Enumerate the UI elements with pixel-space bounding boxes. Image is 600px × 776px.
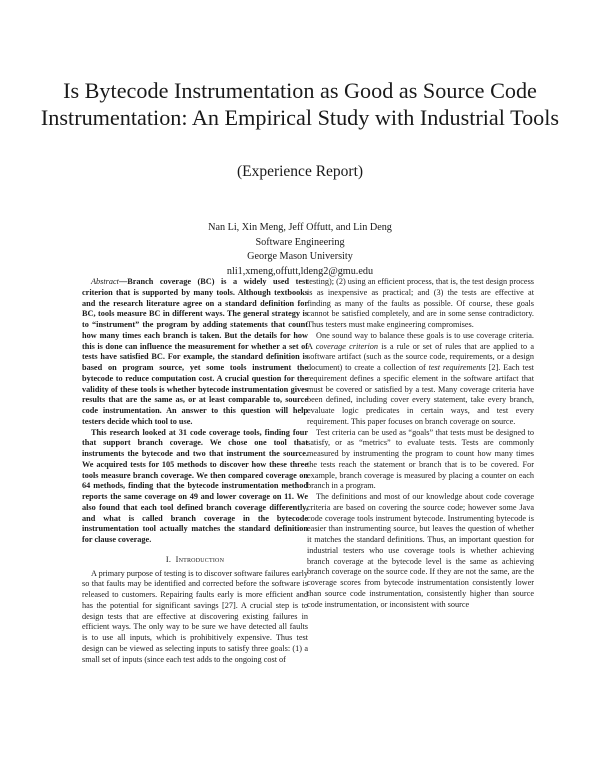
left-column — [82, 277, 308, 665]
term-coverage-criterion: coverage criterion — [315, 341, 378, 351]
abstract-text-1: —Branch coverage (BC) is a widely used test criterion that is supported by many tools. Although textbooks and the research literature agree on a standard definition for BC, tools measure BC in different ways. The general strategy is to “instrument” the program by adding statements that count how many times each branch is taken. But the details for how this is done can influence the measurement for whether a set of tests have satisfied BC. For example, the standard definition is based on program source, yet some tools instrument the bytecode to reduce computation cost. A crucial question for the validity of these tools is whether bytecode instrumentation gives results that are the same as, or at least comparable to, source code instrumentation. An answer to this question will help testers decide which tool to use. — [82, 277, 308, 426]
author-block — [150, 221, 450, 279]
paper-title: Is Bytecode Instrumentation as Good as Source Code Instrumentation: An Empirical Study with Industrial Tools — [40, 78, 560, 130]
intro-p2-part-c: [2]. Each test requirement defines a specific element in the software artifact that must be covered or satisfied by a test. Many coverage criteria have been defined, including cover every statement, take every branch, evaluate logic predicates in certain ways, and test every requirement. This paper focuses on branch coverage on source. — [307, 363, 534, 426]
intro-paragraph-1-continued: testing); (2) using an efficient process, that is, the test design process is as inexpensive as practical; and (3) the tests are effective at finding as many of the faults as possible. Of course, these goals cannot be satisfied completely, and are in some sense contradictory. Thus testers must make engineering compromises. — [307, 277, 534, 329]
intro-paragraph-3: Test criteria can be used as “goals” that tests must be designed to satisfy, or as “metrics” to evaluate tests. Tests are commonly measured by instrumenting the program to count how many times the tests reach the statement or branch that is to be covered. For example, branch coverage is measured by placing a counter on each branch in a program. — [307, 427, 534, 491]
intro-p2-part-b: is a rule or set of rules that are applied to a software artifact (such as the source code, requirements, or a design document) to create a collection of — [307, 341, 534, 372]
intro-p2-part-a: One sound way to balance these goals is to use coverage criteria. A — [307, 330, 534, 351]
right-column — [307, 277, 534, 610]
intro-paragraph-4: The definitions and most of our knowledge about code coverage criteria are based on covering the source code; however some Java code coverage tools instrument bytecode. Instrumenting bytecode is easier than instrumenting source, but leaves the question of whether it matches the standard definitions. Thus, an important question for industrial testers who use coverage tools is whether achieving branch coverage at the bytecode level is the same as achieving branch coverage on the source code. If they are not the same, are the coverage scores from bytecode instrumentation consistently lower than source code instrumentation, consistently higher than source code instrumentation, or inconsistent with source — [307, 492, 534, 609]
intro-paragraph-2 — [307, 331, 534, 428]
intro-paragraph-1-start: A primary purpose of testing is to discover software failures early so that faults may be identified and corrected before the software is released to customers. Repairing faults early is more efficient and has the potential for significant savings [27]. A crucial step is to design tests that are effective at discovering existing failures in efficient ways. The only way to be sure we have detected all faults is to use all inputs, which is prohibitively expensive. Thus test design can be viewed as selecting inputs to satisfy three goals: (1) a small set of inputs (since each test adds to the ongoing cost of — [82, 568, 308, 664]
paper-subtitle: (Experience Report) — [236, 163, 364, 180]
section-title: Introduction — [175, 554, 225, 564]
author-names: Nan Li, Xin Meng, Jeff Offutt, and Lin Deng — [208, 222, 392, 233]
section-number: I. — [165, 554, 172, 564]
author-emails: nli1,xmeng,offutt,ldeng2@gmu.edu — [226, 265, 374, 277]
section-heading-introduction — [82, 555, 308, 566]
author-institution: George Mason University — [247, 251, 353, 263]
term-test-requirements: test requirements — [428, 363, 486, 372]
abstract-paragraph-1 — [82, 277, 308, 428]
author-department: Software Engineering — [255, 236, 345, 248]
abstract-label: Abstract — [91, 277, 119, 286]
abstract-paragraph-2: This research looked at 31 code coverage tools, finding four that support branch coverage. We chose one tool that instruments the bytecode and two that instrument the source. We acquired tests for 105 methods to discover how these three tools measure branch coverage. We then compared coverage on 64 methods, finding that the bytecode instrumentation method reports the same coverage on 49 and lower coverage on 11. We also found that each tool defined branch coverage differently, and what is called branch coverage in the bytecode instrumentation tool actually matches the standard definition for clause coverage. — [82, 427, 308, 544]
